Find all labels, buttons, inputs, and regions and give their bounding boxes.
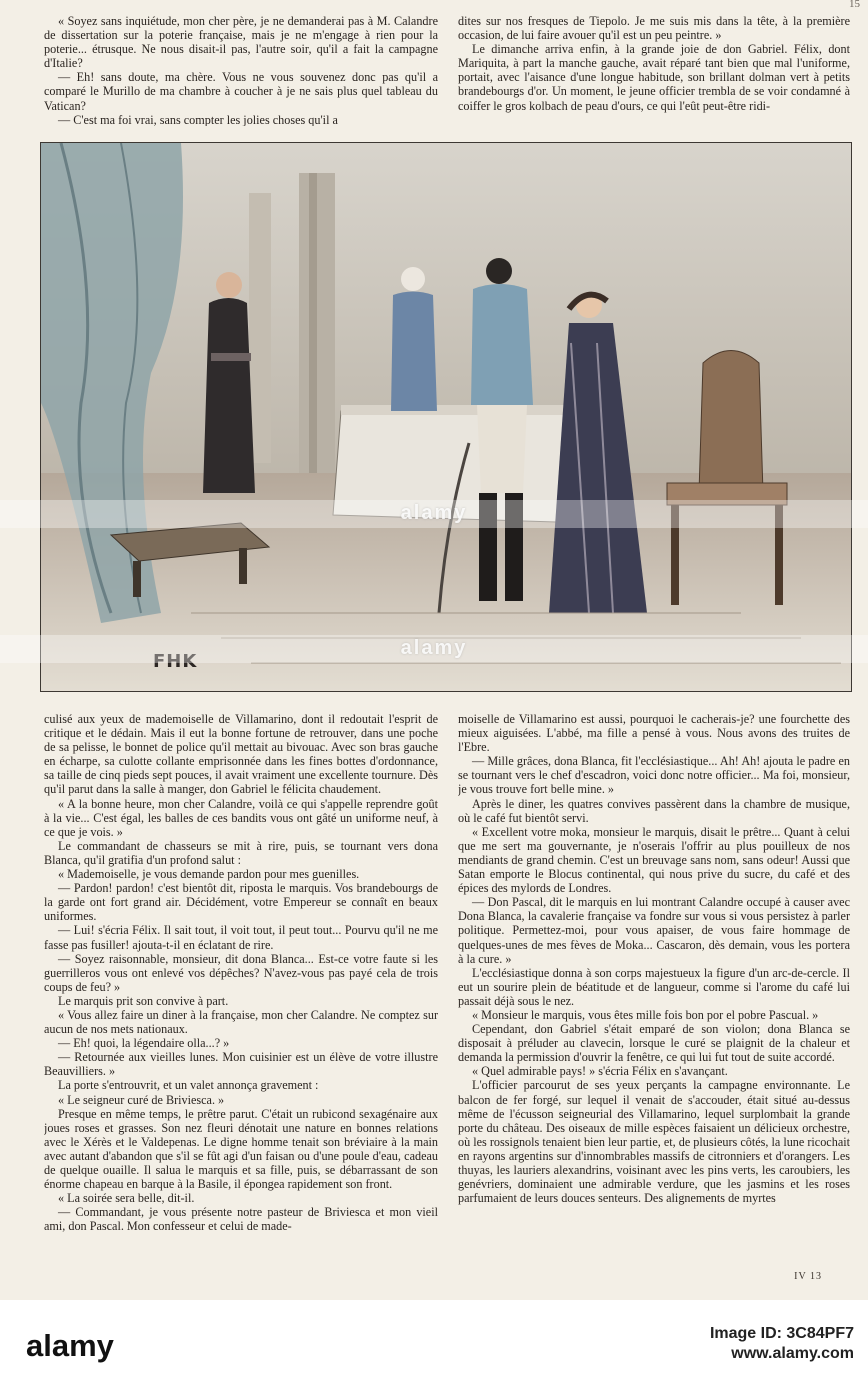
watermark-text: alamy <box>400 502 468 524</box>
paragraph: — Commandant, je vous présente notre pasteur de Briviesca et mon vieil ami, don Pascal. Mon confesseur et celui de made- <box>44 1205 438 1234</box>
paragraph: Après le diner, les quatres convives passèrent dans la chambre de musique, où le café fut bientôt servi. <box>458 796 850 825</box>
paragraph: — Eh! sans doute, ma chère. Vous ne vous souvenez donc pas qu'il a comparé le Murillo de ma chambre à coucher à je ne sais plus quel tableau du Vatican? <box>44 70 438 113</box>
paragraph: « Quel admirable pays! » s'écria Félix en s'avançant. <box>472 1064 728 1079</box>
signature-mark: IV 13 <box>794 1271 822 1282</box>
stock-photo-bar <box>0 1300 868 1390</box>
paragraph: moiselle de Villamarino est aussi, pourquoi le cacherais-je? une fourchette des mieux aiguisées. L'abbé, ma fille a pensé à vous. Nous avons des truites de l'Ebre. <box>458 712 850 755</box>
watermark-text: alamy <box>400 637 468 659</box>
paragraph: « Monsieur le marquis, vous êtes mille fois bon por el pobre Pascual. » <box>472 1007 819 1022</box>
paragraph: — Lui! s'écria Félix. Il sait tout, il voit tout, il peut tout... Pourvu qu'il ne me fasse pas fusiller! ajouta-t-il en éclatant de rire. <box>44 923 438 952</box>
stock-logo: alamy <box>26 1328 114 1363</box>
text-column-top-right <box>458 14 850 126</box>
paragraph: — Don Pascal, dit le marquis en lui montrant Calandre occupé à causer avec Dona Blanca, la cavalerie française va fondre sur vous si vous persistez à parler politique. Permettez-moi, pour vous apaiser, de vous faire hommage de quelques-unes de mes fèves de Moka... Cascaron, dès demain, vous les portera à la cure. » <box>458 895 850 966</box>
paragraph: Le dimanche arriva enfin, à la grande joie de don Gabriel. Félix, dont Mariquita, à part la manche gauche, avait réparé tant bien que mal l'uniforme, portait, avec l'aisance d'une longue habitude, son brillant dolman vert à petits brandebourgs d'or. Un moment, le jeune officier trembla de se voir condamné à coiffer le gros kolbach de peau d'ours, ce qui l'eût peut-être ridi- <box>458 42 850 113</box>
paragraph: « A la bonne heure, mon cher Calandre, voilà ce qui s'appelle reprendre goût à la vie... C'est égal, les balles de ces bandits vous ont gâté un uniforme neuf, à ce que je vois. » <box>44 796 438 839</box>
paragraph: Cependant, don Gabriel s'était emparé de son violon; dona Blanca se disposait à préluder au clavecin, lorsque le curé se plaignit de la chaleur et demanda la permission d'ouvrir la fenêtre, ce qui lui fut tout de suite accordé. <box>458 1022 850 1065</box>
paragraph: « Soyez sans inquiétude, mon cher père, je ne demanderai pas à M. Calandre de dissertation sur la poterie française, mais je ne m'engage à rien pour la poterie... étrusque. Ne nous disait-il pas, l'autre soir, qu'il a fait la campagne d'Italie? <box>44 14 438 71</box>
paragraph: Presque en même temps, le prêtre parut. C'était un rubicond sexagénaire aux joues roses et grasses. Son nez fleuri dénotait une nature en bonnes relations avec le Xérès et le Valdepenas. Le digne homme tenait son bréviaire à la main avec autant d'abandon que s'il se fût agi d'un faisan ou d'une poule d'eau, cadeau de quelque ouaille. Il salua le marquis et sa fille, puis, se débarrassant de son énorme chapeau en barque à la Basile, il épongea rapidement son front. <box>44 1106 438 1192</box>
paragraph: L'ecclésiastique donna à son corps majestueux la figure d'un arc-de-cercle. Il eut un sourire plein de béatitude et de langueur, comme si l'arome du café lui passait déjà sous le nez. <box>458 965 850 1008</box>
paragraph: — Mille grâces, dona Blanca, fit l'ecclésiastique... Ah! Ah! ajouta le padre en se tournant vers le chef d'escadron, voici donc notre officier... Ma foi, monsieur, je vous trouve fort belle mine. » <box>458 754 850 797</box>
stock-url: www.alamy.com <box>731 1345 854 1362</box>
paragraph: « Le seigneur curé de Briviesca. » <box>58 1092 225 1107</box>
paragraph: « Excellent votre moka, monsieur le marquis, disait le prêtre... Quant à celui que me sert ma gouvernante, je n'oserais l'offrir au plus pouilleux de nos mendiants de grand chemin. C'est un breuvage sans nom, sans odeur! Aussi que Satan emporte le Blocus continental, qui nous prive du sucre, du café et des épices des mylords de Londres. <box>458 824 850 896</box>
paragraph: dites sur nos fresques de Tiepolo. Je me suis mis dans la tête, à la première occasion, de lui faire avouer qu'il est un peu peintre. » <box>458 14 850 43</box>
text-column-top-left <box>44 14 438 126</box>
page-number: 15 <box>849 0 860 10</box>
paragraph: « Vous allez faire un diner à la française, mon cher Calandre. Ne comptez sur aucun de nos mets nationaux. <box>44 1007 438 1037</box>
text-column-bottom-left <box>44 712 438 1260</box>
image-id: Image ID: 3C84PF7 <box>709 1325 854 1342</box>
paragraph: Le commandant de chasseurs se mit à rire, puis, se tournant vers dona Blanca, qu'il gratifia d'un profond salut : <box>44 838 438 867</box>
paragraph: L'officier parcourut de ses yeux perçants la campagne environnante. Le balcon de fer forgé, sur lequel il venait de s'accouder, était situé au-dessus même de l'écusson seigneurial des Villamarino, lequel surplombait la grande porte du château. Des oiseaux de mille espèces faisaient un délicieux orchestre, où les rossignols tenaient bien leur partie, et, de plusieurs côtés, la lune ricochait en rayons argentins sur d'innombrables massifs de citronniers et d'orangers. Les thuyas, les lauriers alexandrins, voisinant avec les pins verts, les caroubiers, les genévriers, dominaient une admirable verdure, que les jasmins et les roses parfumaient de leurs douces senteurs. Des alignements de myrtes <box>458 1078 850 1206</box>
paragraph: — Eh! quoi, la légendaire olla...? » <box>58 1036 230 1051</box>
paragraph: culisé aux yeux de mademoiselle de Villamarino, dont il redoutait l'esprit de critique et le dédain. Mais il eut la bonne fortune de retrouver, dans une poche de sa pelisse, le bonnet de police qu'il mettait au bivouac. Avec son bras gauche en écharpe, sa culotte collante emprisonnée dans les fines bottes d'ordonnance, sa taille de cinq pieds sept pouces, il avait vraiment une excellente tournure. Dès qu'il parut dans la salle à manger, don Gabriel le félicita chaudement. <box>44 712 438 797</box>
paragraph: « Mademoiselle, je vous demande pardon pour mes guenilles. <box>58 867 360 882</box>
paragraph: — Retournée aux vieilles lunes. Mon cuisinier est un élève de votre illustre Beauvilliers. » <box>44 1050 438 1079</box>
paragraph: — Pardon! pardon! c'est bientôt dit, riposta le marquis. Vos brandebourgs de la garde ont fort grand air. Décidément, votre Empereur se connaît en beaux uniformes. <box>44 881 438 924</box>
paragraph: Le marquis prit son convive à part. <box>58 993 229 1008</box>
dining-room-scene <box>41 143 851 691</box>
paragraph: — C'est ma foi vrai, sans compter les jolies choses qu'il a <box>58 112 338 126</box>
text-column-bottom-right <box>458 712 850 1260</box>
paragraph: « La soirée sera belle, dit-il. <box>58 1191 195 1206</box>
stock-id-block <box>710 1324 854 1364</box>
pilaster <box>249 193 271 463</box>
paragraph: — Soyez raisonnable, monsieur, dit dona Blanca... Est-ce votre faute si les guerrilleros vous ont enlevé vos dépêches? N'avez-vous pas payé cela de trois coups de feu? » <box>44 951 438 994</box>
artist-signature: FHK <box>153 651 198 672</box>
engraving-illustration <box>40 142 852 692</box>
paragraph: La porte s'entrouvrit, et un valet annonça gravement : <box>58 1078 319 1093</box>
